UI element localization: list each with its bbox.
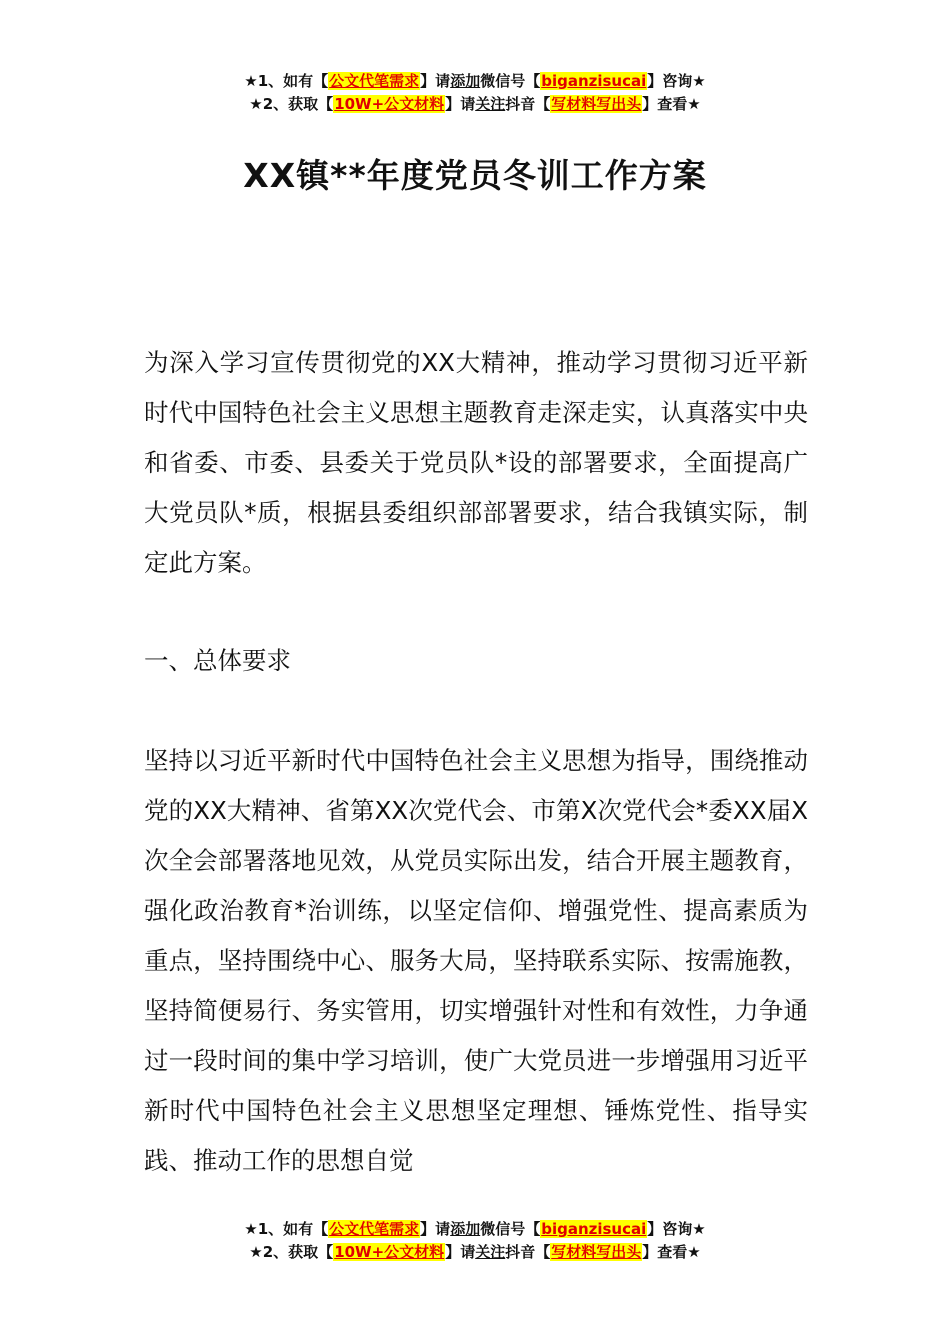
intro-paragraph: 为深入学习宣传贯彻党的XX大精神，推动学习贯彻习近平新时代中国特色社会主义思想主题教育走深走实，认真落实中央和省委、市委、县委关于党员队*设的部署要求，全面提高广大党员队*质，根据县委组织部部署要求，结合我镇实际，制定此方案。 xyxy=(144,348,808,577)
banner-highlight: 公文代笔需求 xyxy=(329,72,420,90)
banner-underline: 关注 xyxy=(475,1243,506,1261)
banner-text: 】请 xyxy=(420,1220,451,1238)
banner-text: 微信号【 xyxy=(480,1220,541,1238)
banner-line-1 xyxy=(0,70,950,93)
banner-highlight: 10W+公文材料 xyxy=(334,1243,445,1261)
footer-banner xyxy=(0,1218,950,1264)
banner-highlight: 公文代笔需求 xyxy=(329,1220,420,1238)
banner-douyin-id: 写材料写出头 xyxy=(551,1243,642,1261)
banner-text: ★1、如有【 xyxy=(244,72,329,90)
banner-highlight: 10W+公文材料 xyxy=(334,95,445,113)
banner-line-1 xyxy=(0,1218,950,1241)
section-heading: 一、总体要求 xyxy=(144,646,291,675)
banner-text: 】咨询★ xyxy=(647,72,706,90)
document-title: XX镇**年度党员冬训工作方案 xyxy=(243,156,707,195)
banner-underline: 关注 xyxy=(475,95,506,113)
banner-line-2 xyxy=(0,93,950,116)
banner-text: ★1、如有【 xyxy=(244,1220,329,1238)
banner-text: 】请 xyxy=(445,95,476,113)
banner-text: 抖音【 xyxy=(505,1243,551,1261)
banner-douyin-id: 写材料写出头 xyxy=(551,95,642,113)
banner-underline: 添加 xyxy=(450,72,481,90)
body-paragraph: 坚持以习近平新时代中国特色社会主义思想为指导，围绕推动党的XX大精神、省第XX次党代会、市第X次党代会*委XX届X次全会部署落地见效，从党员实际出发，结合开展主题教育，强化政治教育*治训练，以坚定信仰、增强党性、提高素质为重点，坚持围绕中心、服务大局，坚持联系实际、按需施教，坚持简便易行、务实管用，切实增强针对性和有效性，力争通过一段时间的集中学习培训，使广大党员进一步增强用习近平新时代中国特色社会主义思想坚定理想、锤炼党性、指导实践、推动工作的思想自觉 xyxy=(144,746,808,1175)
banner-text: 抖音【 xyxy=(505,95,551,113)
banner-wechat-id: biganzisucai xyxy=(541,72,647,90)
banner-underline: 添加 xyxy=(450,1220,481,1238)
banner-text: ★2、获取【 xyxy=(249,1243,334,1261)
banner-text: 】咨询★ xyxy=(647,1220,706,1238)
banner-text: 】查看★ xyxy=(642,95,701,113)
header-banner xyxy=(0,70,950,116)
banner-line-2 xyxy=(0,1241,950,1264)
banner-text: ★2、获取【 xyxy=(249,95,334,113)
banner-wechat-id: biganzisucai xyxy=(541,1220,647,1238)
banner-text: 】请 xyxy=(420,72,451,90)
banner-text: 微信号【 xyxy=(480,72,541,90)
banner-text: 】查看★ xyxy=(642,1243,701,1261)
banner-text: 】请 xyxy=(445,1243,476,1261)
